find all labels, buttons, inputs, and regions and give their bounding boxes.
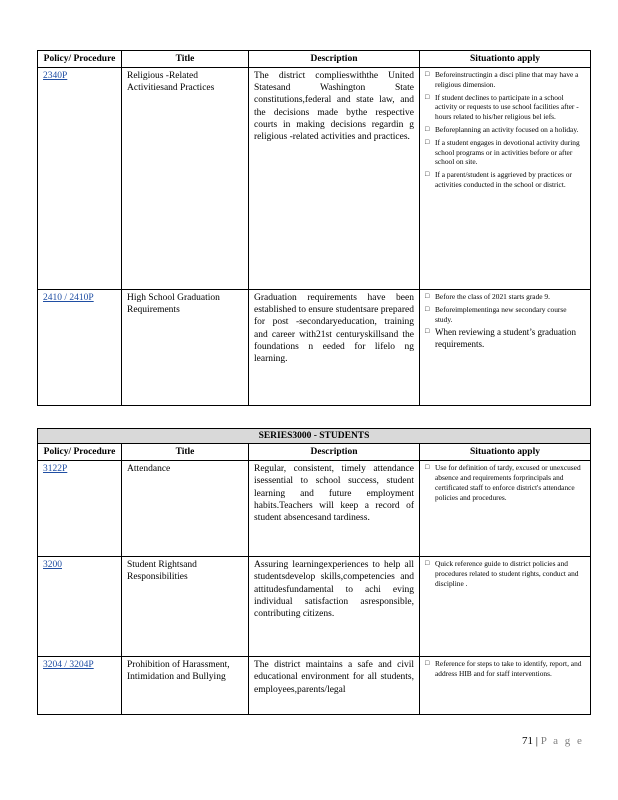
description-cell: Assuring learningexperiences to help all studentsdevelop skills,competencies and attitudesfundamental to achi eving individual satisfaction asresponsible, contributing citizens. [249, 557, 420, 657]
page-footer [522, 735, 584, 747]
col-policy-header: Policy/ Procedure [38, 51, 122, 68]
title-cell: Religious -Related Activitiesand Practices [122, 68, 249, 290]
col-situation-header: Situationto apply [420, 51, 591, 68]
policy-link-2340P[interactable]: 2340P [43, 71, 68, 82]
policy-cell [38, 68, 122, 290]
policy-cell [38, 290, 122, 406]
situation-item: □ If student declines to participate in a school activity or requests to use school facilities after - hours related to his/her religious bel iefs. [425, 93, 585, 122]
situation-cell [420, 657, 591, 715]
table-header-row [38, 444, 591, 461]
situation-item: □ Beforeimplementinga new secondary course study. [425, 305, 585, 325]
situation-item: □ Beforeinstructingin a disci pline that may have a religious dimension. [425, 70, 585, 90]
situation-cell [420, 461, 591, 557]
page-label: P a g e [540, 735, 584, 747]
col-description-header: Description [249, 444, 420, 461]
description-cell: Graduation requirements have been established to ensure studentsare prepared for post -secondaryeducation, training and career with21st centuryskillsand the foundations n eeded for lifelo ng learning. [249, 290, 420, 406]
situation-item: □ Use for definition of tardy, excused or unexcused absence and requirements forprincipals and certificated staff to enforce district's attendance policies and procedures. [425, 463, 585, 502]
situation-item: □ Beforeplanning an activity focused on a holiday. [425, 125, 585, 135]
situation-item: □ Quick reference guide to district policies and procedures related to student rights, conduct and discipline . [425, 559, 585, 588]
table-header-row [38, 51, 591, 68]
policy-cell [38, 657, 122, 715]
situation-cell [420, 290, 591, 406]
policy-link-3204[interactable]: 3204 / 3204P [43, 660, 94, 671]
footer-separator: | [535, 735, 538, 747]
title-cell: Student Rightsand Responsibilities [122, 557, 249, 657]
col-situation-header: Situationto apply [420, 444, 591, 461]
policy-table-2000 [37, 50, 591, 406]
situation-item: □ When reviewing a student’s graduation requirements. [425, 327, 585, 351]
table-row [38, 68, 591, 290]
col-title-header: Title [122, 51, 249, 68]
policy-table-3000 [37, 428, 591, 715]
situation-item: □ If a student engages in devotional activity during school programs or in activities before or after school on site. [425, 138, 585, 167]
situation-cell [420, 68, 591, 290]
table-row [38, 290, 591, 406]
situation-cell [420, 557, 591, 657]
col-title-header: Title [122, 444, 249, 461]
table-row [38, 461, 591, 557]
policy-link-3200[interactable]: 3200 [43, 560, 62, 571]
col-policy-header: Policy/ Procedure [38, 444, 122, 461]
situation-item: □ Before the class of 2021 starts grade 9. [425, 292, 585, 302]
series-title: SERIES3000 - STUDENTS [38, 429, 591, 444]
title-cell: Prohibition of Harassment, Intimidation and Bullying [122, 657, 249, 715]
title-cell: Attendance [122, 461, 249, 557]
description-cell: Regular, consistent, timely attendance isessential to school success, student learning and future employment habits.Teachers will keep a record of student absencesand tardiness. [249, 461, 420, 557]
description-cell: The district complieswiththe United Statesand Washington State constitutions,federal and state law, and the decisions made bythe respective courts in making decisions regardin g religious -related activities and practices. [249, 68, 420, 290]
col-description-header: Description [249, 51, 420, 68]
description-cell: The district maintains a safe and civil educational environment for all students, employees,parents/legal [249, 657, 420, 715]
table-row [38, 557, 591, 657]
page-number: 71 [522, 735, 533, 747]
title-cell: High School Graduation Requirements [122, 290, 249, 406]
policy-cell [38, 557, 122, 657]
policy-link-3122P[interactable]: 3122P [43, 464, 68, 475]
policy-link-2410[interactable]: 2410 / 2410P [43, 293, 94, 304]
situation-item: □ If a parent/student is aggrieved by practices or activities conducted in the school or district. [425, 170, 585, 190]
policy-cell [38, 461, 122, 557]
series-header-row [38, 429, 591, 444]
table-row [38, 657, 591, 715]
situation-item: □ Reference for steps to take to identify, report, and address HIB and for staff interventions. [425, 659, 585, 679]
